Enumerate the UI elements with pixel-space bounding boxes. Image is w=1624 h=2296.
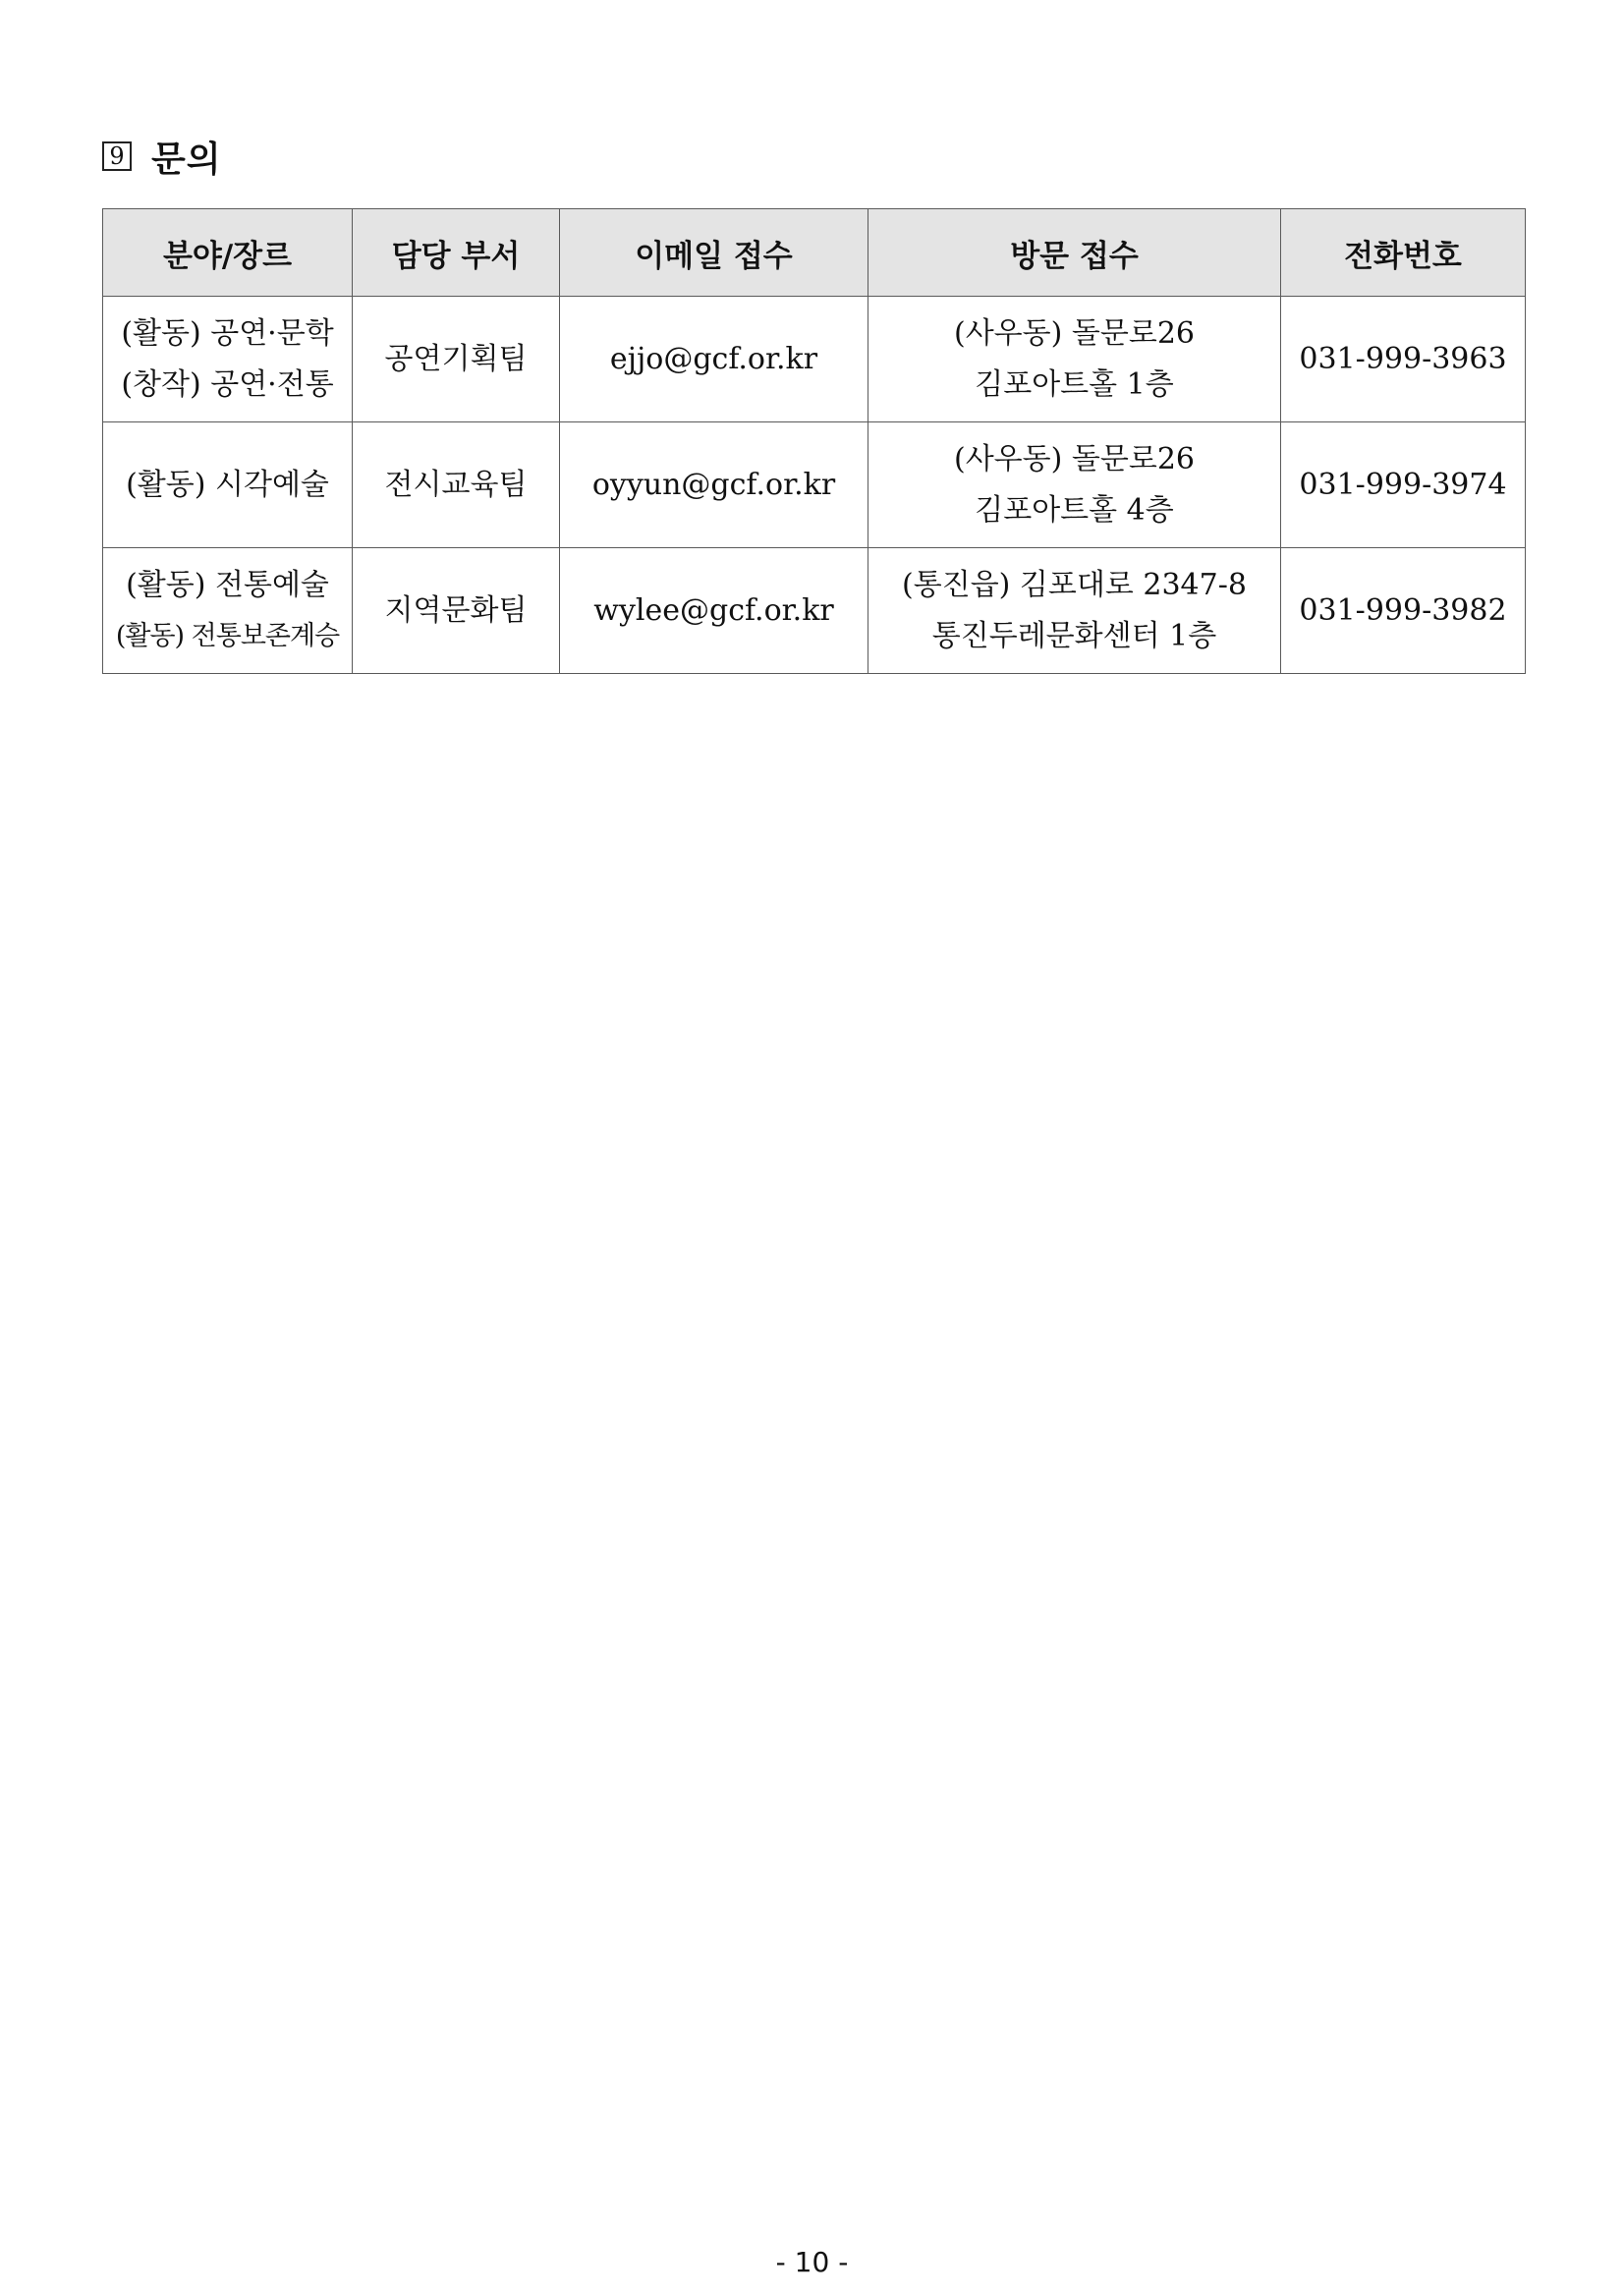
cell-phone: 031-999-3963 bbox=[1281, 297, 1526, 422]
cell-department: 지역문화팀 bbox=[353, 548, 560, 674]
header-department: 담당 부서 bbox=[353, 209, 560, 297]
cell-email[interactable]: oyyun@gcf.or.kr bbox=[560, 422, 868, 548]
section-title: 문의 bbox=[151, 139, 222, 180]
field-line: (활동) 전통보존계승 bbox=[115, 620, 340, 651]
header-email: 이메일 접수 bbox=[560, 209, 868, 297]
address-line: (사우동) 돌문로26 bbox=[954, 315, 1195, 351]
address-line: 김포아트홀 4층 bbox=[975, 492, 1174, 528]
cell-phone: 031-999-3974 bbox=[1281, 422, 1526, 548]
table-row bbox=[103, 422, 1526, 548]
cell-visit bbox=[868, 297, 1281, 422]
header-phone: 전화번호 bbox=[1281, 209, 1526, 297]
header-visit: 방문 접수 bbox=[868, 209, 1281, 297]
header-field: 분야/장르 bbox=[103, 209, 353, 297]
field-line: (창작) 공연·전통 bbox=[121, 366, 334, 402]
cell-phone: 031-999-3982 bbox=[1281, 548, 1526, 674]
address-line: 김포아트홀 1층 bbox=[975, 366, 1174, 402]
field-line: (활동) 전통예술 bbox=[126, 567, 329, 602]
cell-department: 전시교육팀 bbox=[353, 422, 560, 548]
table-header-row bbox=[103, 209, 1526, 297]
contact-table bbox=[102, 208, 1526, 674]
field-line: (활동) 시각예술 bbox=[126, 467, 329, 502]
cell-field bbox=[103, 548, 353, 674]
cell-visit bbox=[868, 422, 1281, 548]
cell-department: 공연기획팀 bbox=[353, 297, 560, 422]
address-line: 통진두레문화센터 1층 bbox=[931, 618, 1217, 653]
table-row bbox=[103, 297, 1526, 422]
cell-email[interactable]: wylee@gcf.or.kr bbox=[560, 548, 868, 674]
section-number-box: 9 bbox=[102, 141, 132, 171]
cell-field bbox=[103, 297, 353, 422]
table-row bbox=[103, 548, 1526, 674]
address-line: (통진읍) 김포대로 2347-8 bbox=[902, 567, 1247, 602]
cell-visit bbox=[868, 548, 1281, 674]
field-line: (활동) 공연·문학 bbox=[121, 315, 334, 351]
page-number: - 10 - bbox=[775, 2246, 849, 2278]
section-heading bbox=[102, 132, 222, 181]
cell-email[interactable]: ejjo@gcf.or.kr bbox=[560, 297, 868, 422]
address-line: (사우동) 돌문로26 bbox=[954, 441, 1195, 476]
cell-field bbox=[103, 422, 353, 548]
